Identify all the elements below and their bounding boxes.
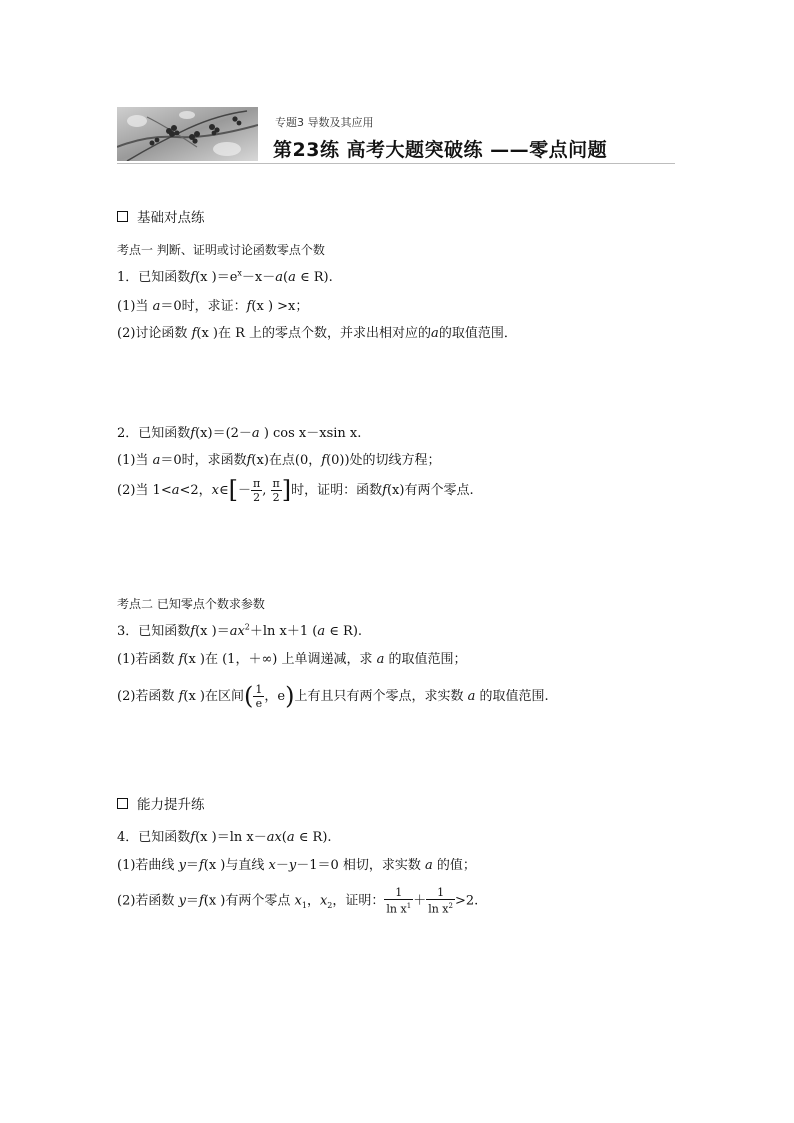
problem-3-stem: 3．已知函数f(x )$=ax^2+\ln$ x＋1 (a ∈ R). (117, 622, 363, 639)
left-paren: ( (243, 682, 254, 710)
problem-2-part-2: (2)当 1<a<2，x∈[－ $\frac{\pi}{2}$ , $\frac{\pi}{2}$ ]时，证明：函数f(x)有两个零点. (117, 476, 474, 504)
checkbox-square-icon (117, 211, 128, 222)
berry-branch-photo (117, 107, 258, 161)
problem-4-part-1: (1)若曲线 y＝f(x )与直线 x－y－1＝0 相切，求实数 a 的值； (117, 858, 476, 873)
problem-1-part-2: (2)讨论函数 f(x )在 R 上的零点个数，并求出相对应的a的取值范围． (117, 326, 517, 341)
section-heading-basic (117, 206, 205, 226)
problem-2-stem: 2．已知函数f(x)＝(2－a ) cos x－xsin x. (117, 426, 362, 441)
problem-1-part-1: (1)当 a＝0时，求证：f(x ) >x； (117, 299, 309, 314)
left-bracket: [ (228, 476, 238, 504)
problem-4-part-2: (2)若函数 y＝f(x )有两个零点 $x_1$，$x_2$，证明： $\frac{1}{\ln x^1}$ ＋ $\frac{1}{\ln x^2}$ >2. (117, 886, 479, 916)
problem-4-stem: 4．已知函数f(x )＝ln x－ax(a ∈ R). (117, 830, 332, 845)
checkbox-square-icon (117, 798, 128, 809)
fraction-pi-over-2: $\frac{\pi}{2}$ (253, 477, 261, 504)
header-divider (117, 163, 675, 164)
section-label: 基础对点练 (137, 210, 205, 226)
fraction-pi-over-2: $\frac{\pi}{2}$ (272, 477, 280, 504)
fraction-1-over-e: $\frac{1}{e}$ (255, 683, 263, 710)
problem-3-part-1: (1)若函数 f(x )在 (1，＋∞) 上单调递减，求 a 的取值范围； (117, 652, 467, 667)
right-bracket: ] (281, 476, 292, 504)
fraction-1-over-ln-x1: $\frac{1}{\ln x^1}$ (386, 886, 412, 916)
section-label: 能力提升练 (137, 797, 205, 813)
kaodian-one: 考点一 判断、证明或讨论函数零点个数 (117, 243, 325, 257)
right-paren: ) (285, 682, 295, 710)
section-heading-advanced (117, 793, 205, 813)
page-title: 第23练 高考大题突破练 ——零点问题 (273, 139, 608, 161)
kaodian-two: 考点二 已知零点个数求参数 (117, 597, 265, 611)
problem-3-part-2: (2)若函数 f(x )在区间( $\frac{1}{e}$ ，e)上有且只有两个零点，求实数 a 的取值范围. (117, 682, 549, 710)
problem-1-stem: 1．已知函数f(x )$=e^x-x-a(a$ ∈ R). (117, 268, 333, 285)
chapter-kicker: 专题3 导数及其应用 (275, 116, 374, 129)
header-photo (117, 107, 258, 161)
fraction-1-over-ln-x2: $\frac{1}{\ln x^2}$ (428, 886, 453, 916)
problem-2-part-1: (1)当 a＝0时，求函数f(x)在点(0，f(0))处的切线方程； (117, 453, 441, 468)
